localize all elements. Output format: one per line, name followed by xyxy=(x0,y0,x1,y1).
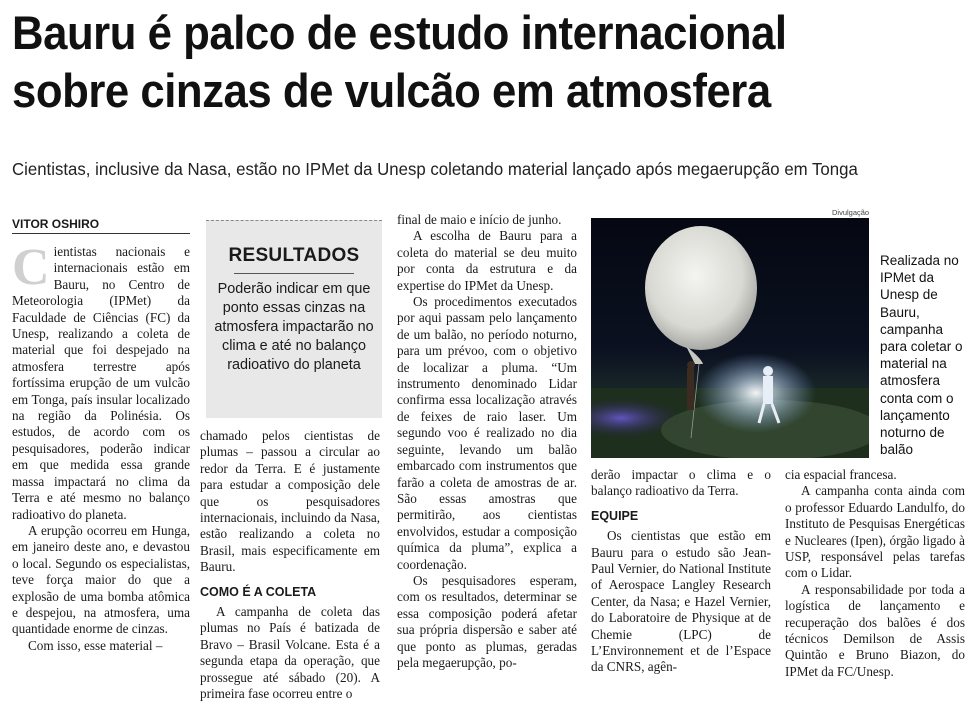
photo-credit: Divulgação xyxy=(832,208,870,217)
article-column-3 xyxy=(397,212,577,671)
paragraph: cia espacial francesa. xyxy=(785,467,897,482)
balloon-icon xyxy=(645,226,757,350)
balloon-photo-illustration xyxy=(591,218,869,458)
paragraph: final de maio e início de junho. xyxy=(397,212,562,227)
article-column-1 xyxy=(12,239,190,654)
paragraph xyxy=(12,239,190,523)
paragraph: A campanha conta ainda com o professor Eduardo Landulfo, do Instituto de Pesquisas Energéticas e Nucleares (Ipen), órgão ligado à USP, responsável pelas tarefas com o Lidar. xyxy=(785,483,965,581)
paragraph-text: ientistas nacionais e internacionais estão em Bauru, no Centro de Meteorologia (IPMet) da Faculdade de Ciências (FC) da Unesp, realizando a coleta de material que foi despejado na atmosfera terrestre após fortíssima erupção de um vulcão em Tonga, país insular localizado na região da Polinésia. Os estudos, de acordo com os pesquisadores, poderão indicar em que medida essa grande massa impactará no clima da Terra e até mesmo no balanço radioativo do planeta. xyxy=(12,244,190,522)
headline xyxy=(12,4,900,120)
paragraph: A campanha de coleta das plumas no País é batizada de Bravo – Brasil Volcane. Esta é a segunda etapa da operação, que prossegue até sábado (20). A primeira fase ocorreu entre o xyxy=(200,604,380,702)
results-box-title: RESULTADOS xyxy=(228,245,360,266)
paragraph: A responsabilidade por toda a logística de lançamento e recuperação dos balões é dos técnicos Demilson de Assis Quintão e Bruno Biazon, do IPMet da FC/Unesp. xyxy=(785,581,965,679)
headline-line-1: Bauru é palco de estudo internacional xyxy=(12,6,787,59)
section-subtitle: COMO É A COLETA xyxy=(200,584,317,599)
article-column-2 xyxy=(200,428,380,703)
article-column-4 xyxy=(591,467,771,676)
headline-line-2: sobre cinzas de vulcão em atmosfera xyxy=(12,64,771,117)
results-box-text: Poderão indicar em que ponto essas cinzas na atmosfera impactarão no clima e até no balanço radioativo do planeta xyxy=(214,281,374,373)
article-column-5 xyxy=(785,467,965,680)
paragraph: derão impactar o clima e o balanço radioativo da Terra. xyxy=(591,467,771,499)
paragraph: Com isso, esse material – xyxy=(28,637,163,653)
byline: VITOR OSHIRO xyxy=(12,217,190,234)
paragraph: A escolha de Bauru para a coleta do material se deu muito por conta da estrutura e da expertise do IPMet da Unesp. xyxy=(397,228,577,293)
subheadline: Cientistas, inclusive da Nasa, estão no IPMet da Unesp coletando material lançado após megaerupção em Tonga xyxy=(12,159,858,179)
paragraph: Os procedimentos executados por aqui passam pelo lançamento de um balão, no período noturno, para um prévoo, com o objetivo de localizar a pluma. “Um instrumento denominado Lidar confirma essa localização através de feixes de raio laser. Um segundo voo é realizado no dia seguinte, levando um balão embarcado com instrumentos que farão a coleta de amostras de ar. São essas amostras que permitirão, aos cientistas envolvidos, estudar a composição química da pluma”, explica a coordenação. xyxy=(397,294,577,572)
divider xyxy=(234,273,354,274)
paragraph: chamado pelos cientistas de plumas – passou a circular ao redor da Terra. E é justamente para estudar a composição dele que os pesquisadores internacionais, incluindo da Nasa, estão realizando a coleta no Brasil, mais especificamente em Bauru. xyxy=(200,428,380,575)
paragraph: Os cientistas que estão em Bauru para o estudo são Jean-Paul Vernier, do National Institute of Aerospace Langley Research Center, da Nasa; e Hazel Vernier, do Laboratoire de Physique at de Chemie (LPC) de L’Environnement et de l’Espace da CNRS, agên- xyxy=(591,528,771,675)
balloon-launch-photo xyxy=(591,218,869,458)
drop-cap: C xyxy=(12,239,50,296)
results-box xyxy=(206,220,382,418)
photo-caption: Realizada no IPMet da Unesp de Bauru, campanha para coletar o material na atmosfera conta com o lançamento noturno de balão xyxy=(880,253,963,458)
paragraph: Os pesquisadores esperam, com os resultados, determinar se essa composição poderá afetar sua própria dispersão e saber até que ponto as plumas, geradas pela megaerupção, po- xyxy=(397,572,577,670)
paragraph: A erupção ocorreu em Hunga, em janeiro deste ano, e devastou o local. Segundo os especialistas, teve força maior do que a explosão de uma bomba atômica e despejou, na atmosfera, uma quantidade enorme de cinzas. xyxy=(12,522,190,637)
section-subtitle: EQUIPE xyxy=(591,508,639,523)
